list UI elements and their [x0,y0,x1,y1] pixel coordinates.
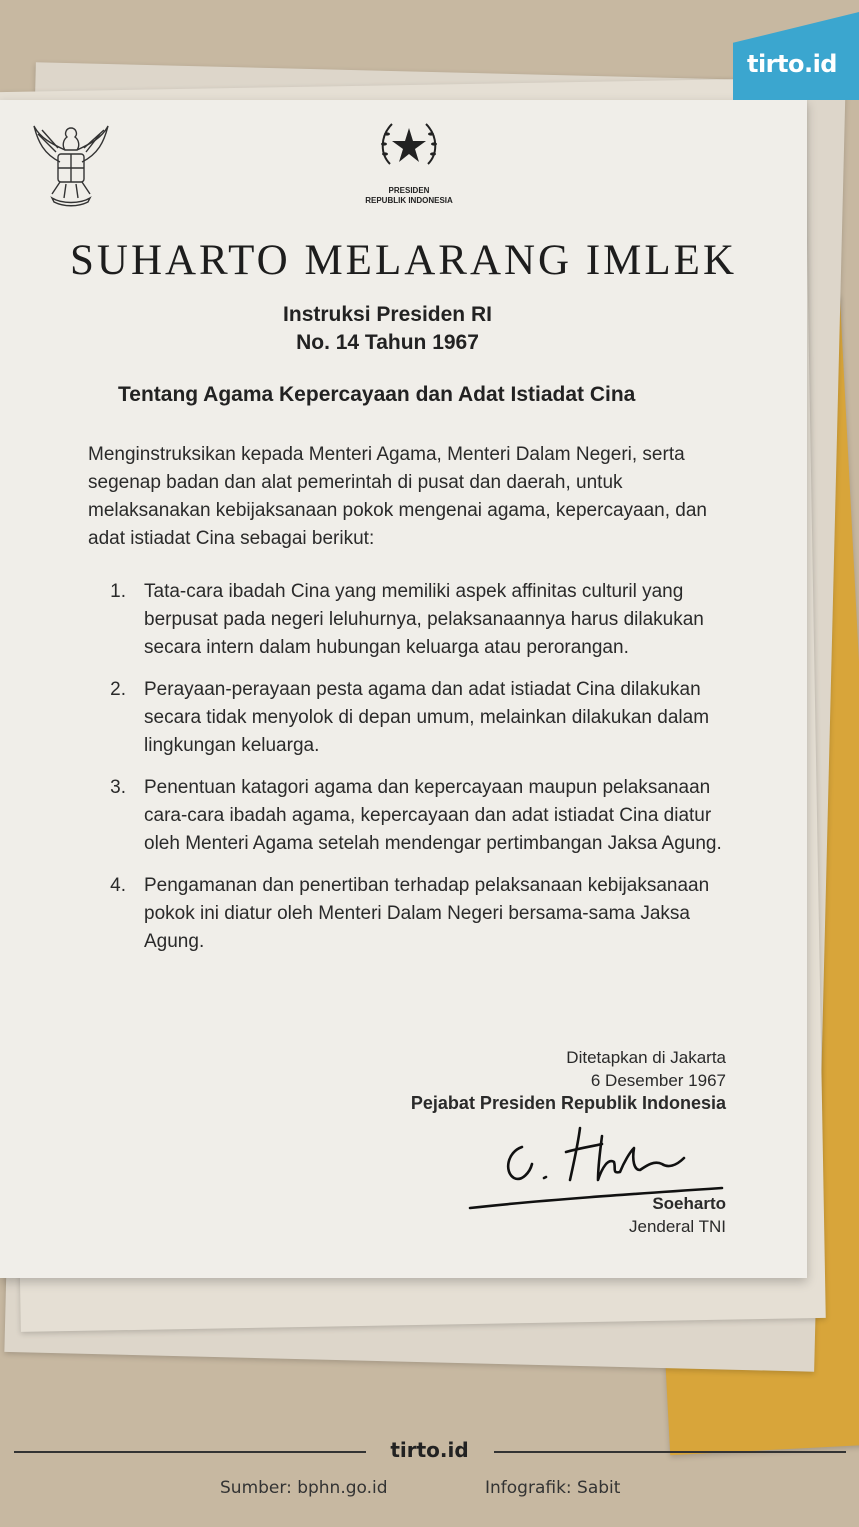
signer [629,1192,726,1238]
presidential-seal-caption [330,186,488,206]
list-item [88,676,748,760]
list-item-text: Perayaan-perayaan pesta agama dan adat istiadat Cina dilakukan secara tidak menyolok di depan umum, melainkan dilakukan dalam lingkungan keluarga. [144,679,710,756]
presidential-seal-icon [376,114,442,180]
instruction-list [88,578,748,970]
list-item [88,872,748,956]
signer-rank: Jenderal TNI [628,1217,726,1236]
signature-block [411,1046,726,1115]
list-item-text: Tata-cara ibadah Cina yang memiliki aspek affinitas culturil yang berpusat pada negeri leluhurnya, pelaksanaannya harus dilakukan secara intern dalam hubungan keluarga atau perorangan. [144,581,704,658]
list-item-number: 1. [110,581,126,602]
footer-source: Sumber: bphn.go.id [220,1478,388,1498]
footer-credit: Infografik: Sabit [485,1478,621,1498]
list-item-text: Pengamanan dan penertiban terhadap pelaksanaan kebijaksanaan pokok ini diatur oleh Menteri Dalam Negeri bersama-sama Jaksa Agung. [144,875,710,952]
document-subject: Tentang Agama Kepercayaan dan Adat Istiadat Cina [118,383,636,406]
signing-place: Ditetapkan di Jakarta [566,1048,726,1067]
signer-name: Soeharto [652,1194,726,1213]
list-item [88,578,748,662]
list-item-number: 2. [110,679,126,700]
list-item-text: Penentuan katagori agama dan kepercayaan maupun pelaksanaan cara-cara ibadah agama, kepercayaan dan adat istiadat Cina diatur oleh Menteri Agama setelah mendengar pertimbangan Jaksa Agung. [144,777,722,854]
tirto-logo-text: tirto.id [746,50,837,78]
intro-paragraph: Menginstruksikan kepada Menteri Agama, Menteri Dalam Negeri, serta segenap badan dan alat pemerintah di pusat dan daerah, untuk melaksanakan kebijaksanaan pokok mengenai agama, kepercayaan, dan adat istiadat Cina sebagai berikut: [88,444,707,549]
signing-office: Pejabat Presiden Republik Indonesia [410,1093,726,1113]
signing-date: 6 Desember 1967 [590,1071,726,1090]
garuda-emblem-icon [30,118,112,208]
list-item-number: 3. [110,777,126,798]
document-title: SUHARTO MELARANG IMLEK [69,237,737,284]
list-item-number: 4. [110,875,126,896]
instruction-number: No. 14 Tahun 1967 [296,331,479,354]
seal-caption-line1: PRESIDEN [388,186,430,195]
footer-brand: tirto.id [390,1438,469,1462]
instruction-name: Instruksi Presiden RI [283,303,492,326]
list-item [88,774,748,858]
seal-caption-line2: REPUBLIK INDONESIA [365,196,453,205]
